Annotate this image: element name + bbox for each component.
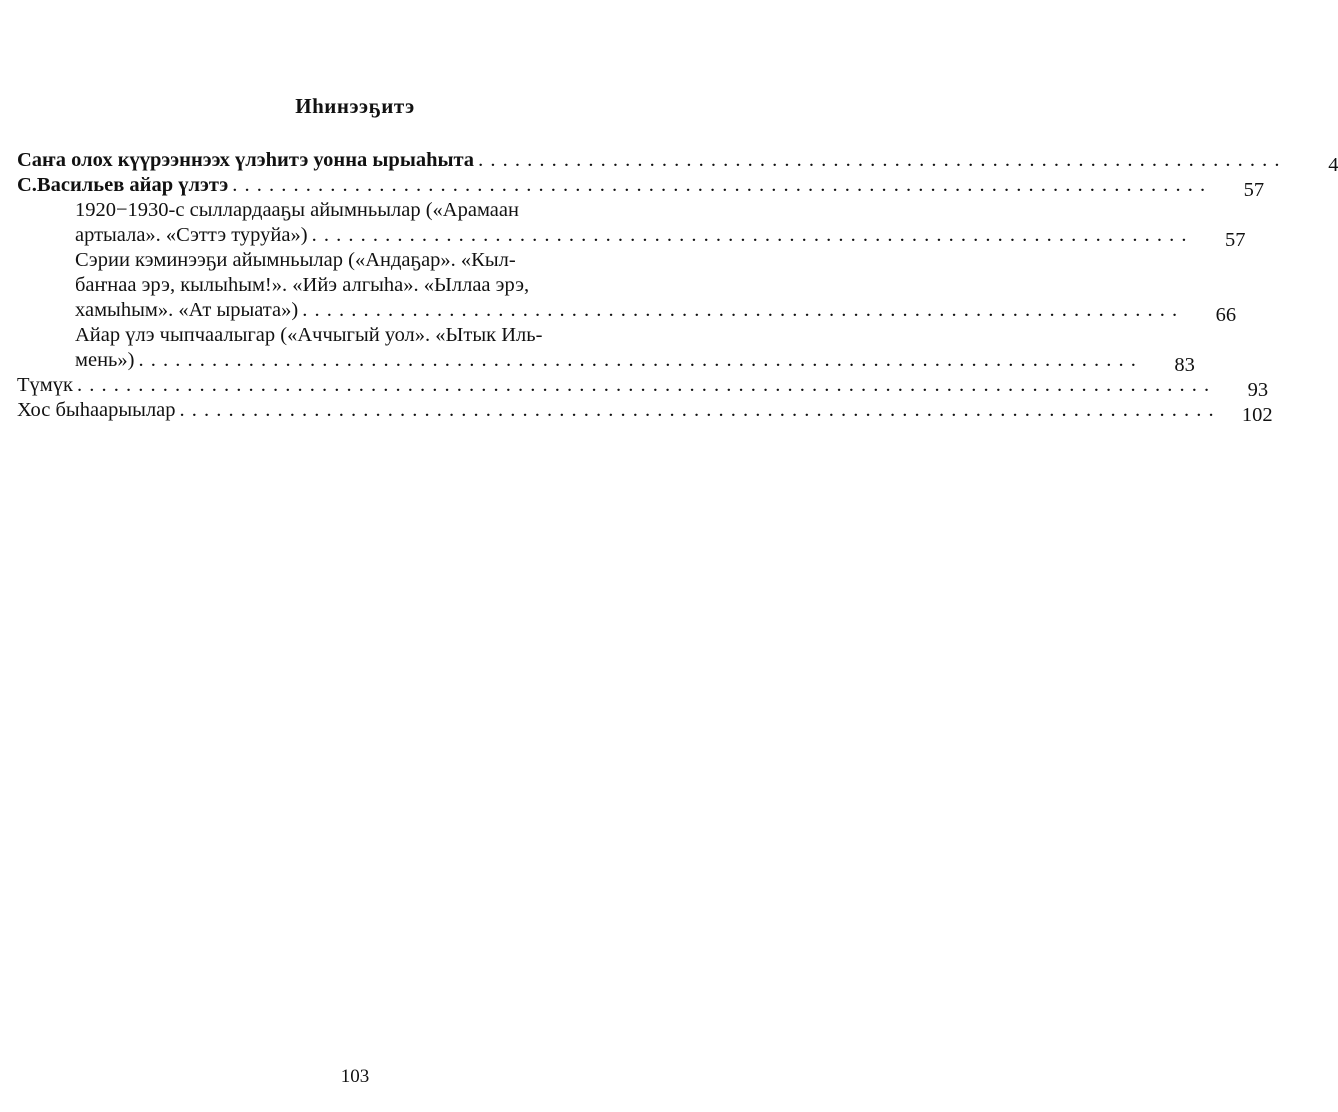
toc-entry-text [17, 323, 1137, 373]
toc-page-number: 83 [1174, 354, 1195, 376]
toc-entry[interactable] [17, 398, 1273, 426]
toc-entry-text [17, 198, 1187, 248]
toc-entry[interactable] [17, 198, 1246, 251]
toc-entry-line: 1920−1930-с сыллардааҕы айымньылар («Арамаан [75, 199, 519, 221]
toc-entry[interactable] [17, 323, 1195, 376]
toc-title: Иһинээҕитэ [295, 94, 415, 118]
toc-entry-line: Хос быһаарыылар [17, 399, 176, 421]
page-number: 103 [340, 1066, 370, 1087]
toc-entry-text [17, 373, 1210, 398]
toc-entry-line: хамыһым». «Ат ырыата») [75, 299, 299, 321]
toc-page-number: 93 [1247, 379, 1269, 401]
leader-dots: . . . . . . . . . . . . . . . . . . . . . . . . . . . . . . . . . . . . . . . . . . . . . . . . . . . . . . . . . . . . . . . . . . . . . . . . . . . . . . . . . . [138, 349, 1137, 371]
toc-entry-text [17, 398, 1215, 423]
toc-entry-line: Сэрии кэминээҕи айымньылар («Андаҕар». «Кыл- [75, 249, 516, 271]
table-of-contents [17, 148, 1338, 426]
toc-entry[interactable] [17, 373, 1269, 401]
leader-dots: . . . . . . . . . . . . . . . . . . . . . . . . . . . . . . . . . . . . . . . . . . . . . . . . . . . . . . . . . . . . . . . . . . . . . . . . [311, 224, 1188, 246]
toc-entry[interactable] [17, 148, 1338, 176]
leader-dots: . . . . . . . . . . . . . . . . . . . . . . . . . . . . . . . . . . . . . . . . . . . . . . . . . . . . . . . . . . . . . . . . . . . . . . . . . . . . . . . . [232, 174, 1207, 196]
toc-entry-text [17, 148, 1280, 173]
toc-page-number: 57 [1243, 179, 1265, 201]
leader-dots: . . . . . . . . . . . . . . . . . . . . . . . . . . . . . . . . . . . . . . . . . . . . . . . . . . . . . . . . . . . . . . . . . . . . . . . . . . . . . . . . . . . . . . . . . . . . . [76, 374, 1211, 396]
toc-entry[interactable] [17, 248, 1237, 326]
toc-entry-line: Саҥа олох күүрээннээх үлэһитэ уонна ырыаһыта [17, 149, 475, 171]
toc-entry-text [17, 173, 1206, 198]
toc-entry-text [17, 248, 1178, 323]
toc-entry-line: мень») [75, 349, 135, 371]
leader-dots: . . . . . . . . . . . . . . . . . . . . . . . . . . . . . . . . . . . . . . . . . . . . . . . . . . . . . . . . . . . . . . . . . . . . . . . . [302, 299, 1179, 321]
toc-entry-line: Айар үлэ чыпчаалыгар («Аччыгый уол». «Ытык Иль- [75, 324, 543, 346]
leader-dots: . . . . . . . . . . . . . . . . . . . . . . . . . . . . . . . . . . . . . . . . . . . . . . . . . . . . . . . . . . . . . . . . . . [478, 149, 1281, 171]
toc-entry-line: баҥнаа эрэ, кылыһым!». «Ийэ алгыһа». «Ыллаа эрэ, [75, 274, 530, 296]
toc-page-number: 4 [1328, 154, 1338, 176]
toc-entry[interactable] [17, 173, 1265, 201]
toc-page-number: 57 [1224, 229, 1246, 251]
toc-entry-line: С.Васильев айар үлэтэ [17, 174, 229, 196]
toc-entry-line: артыала». «Сэттэ туруйа») [75, 224, 308, 246]
toc-page-number: 102 [1241, 404, 1273, 426]
leader-dots: . . . . . . . . . . . . . . . . . . . . . . . . . . . . . . . . . . . . . . . . . . . . . . . . . . . . . . . . . . . . . . . . . . . . . . . . . . . . . . . . . . . . . [179, 399, 1215, 421]
toc-entry-line: Түмүк [17, 374, 73, 396]
toc-page-number: 66 [1215, 304, 1237, 326]
